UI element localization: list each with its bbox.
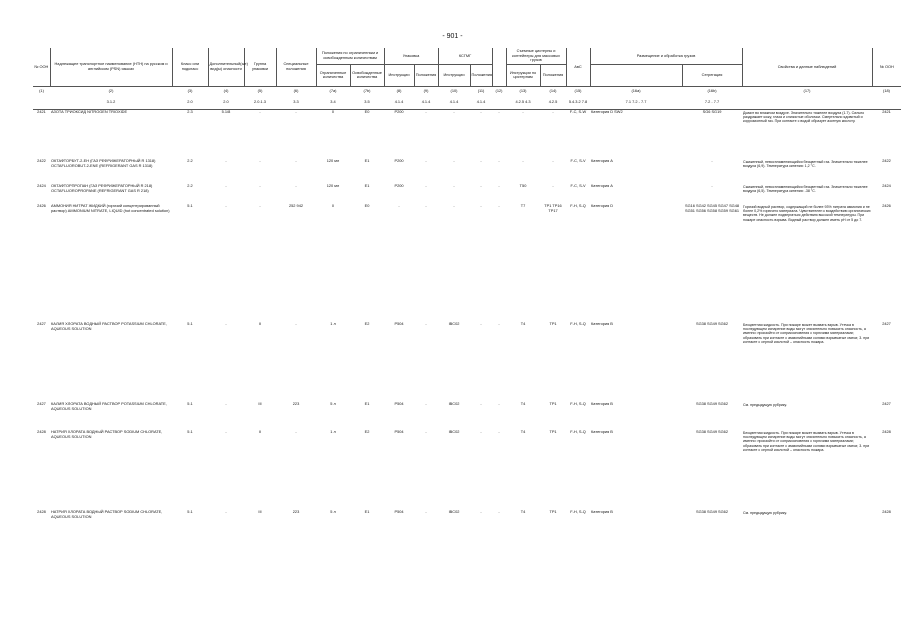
ref-cell: 4.1.4 <box>384 97 414 110</box>
cell-sub: - <box>225 158 227 163</box>
cell-cls: 2.2 <box>187 158 193 163</box>
cell-ip: - <box>480 108 482 114</box>
ref-cell: 3.5 <box>350 97 384 110</box>
cell-cls: 5.1 <box>187 203 193 208</box>
col-num: (15) <box>574 88 582 94</box>
col-num: (6) <box>293 88 299 94</box>
cell-name: НАТРИЯ ХЛОРАТА ВОДНЫЙ РАСТВОР SODIUM CHLORATE, AQUEOUS SOLUTION <box>51 509 163 519</box>
cell-un: 2426 <box>37 203 46 208</box>
cell-lq: 1 л <box>330 321 336 326</box>
col-num: (18) <box>883 88 890 94</box>
cell-ti: - <box>522 108 524 114</box>
cell-cls: 2.3 <box>187 108 193 114</box>
cell-x12: - <box>498 108 500 114</box>
cell-x12: - <box>498 401 500 406</box>
cell-un2: 2427 <box>882 321 891 326</box>
cell-pp: - <box>425 183 427 188</box>
cell-pp: - <box>425 158 427 163</box>
cell-x12: - <box>498 203 500 208</box>
cell-ip: - <box>480 183 482 188</box>
cell-ii: IBC02 <box>448 429 460 434</box>
cell-seg: - <box>711 183 713 188</box>
cell-tp: TP1 <box>549 429 557 434</box>
cell-un: 2428 <box>37 429 46 434</box>
cell-prop: Бесцветная жидкость. При пожаре может вызвать взрыв. Утечка в последующем испарение воды могут значительно повысить опасность, а именно: произойти от соприкосновения с горючими материалами; образовать при контакте с аммонийными солями взрывчатые смеси; 3. при контакте с серной кислотой – опасность пожара. <box>743 323 870 344</box>
cell-ems: F-H, S-Q <box>570 429 586 434</box>
cell-st: Категория A <box>591 158 613 163</box>
header-properties: Свойства и данные наблюдений <box>742 48 872 86</box>
cell-name: КАЛИЯ ХЛОРАТА ВОДНЫЙ РАСТВОР POTASSIUM CHLORATE, AQUEOUS SOLUTION <box>51 321 167 331</box>
header-un-end: № ООН <box>872 48 901 86</box>
ref-cell: 2.0.1.3 <box>244 97 276 110</box>
cell-un: 2422 <box>37 158 46 163</box>
header-limited-q: Ограниченные количества <box>316 64 350 86</box>
col-num: (5) <box>257 88 263 94</box>
col-num: (17) <box>803 88 811 94</box>
cell-sp: - <box>295 429 297 434</box>
header-un: № ООН <box>33 48 50 86</box>
cell-ti: T4 <box>520 509 526 514</box>
cell-x12: - <box>498 509 500 514</box>
cell-ti: T4 <box>520 429 526 434</box>
col-num: (2) <box>108 88 114 94</box>
cell-pg: - <box>259 108 261 114</box>
cell-sp: - <box>295 321 297 326</box>
cell-tp: - <box>552 158 554 163</box>
cell-prop: См. предыдущую рубрику. <box>743 511 787 515</box>
cell-ii: IBC02 <box>448 509 460 514</box>
cell-seg: SG38 SG49 SG62 <box>696 321 729 326</box>
ref-cell: 4.1.4 <box>470 97 492 110</box>
cell-un2: 2426 <box>882 203 891 208</box>
cell-sub: - <box>225 203 227 208</box>
cell-cls: 5.1 <box>187 401 193 406</box>
cell-pi: P200 <box>394 158 404 163</box>
cell-prop: Бесцветная жидкость. При пожаре может вызвать взрыв. Утечка в последующем испарение воды могут значительно повысить опасность, а именно: произойти от соприкосновения с горючими материалами; образовать при контакте с аммонийными солями взрывчатые смеси; 3. при контакте с серной кислотой – опасность пожара. <box>743 431 870 452</box>
cell-sub: - <box>225 183 227 188</box>
header-pk-instr: Инструкции <box>384 64 414 86</box>
cell-pi: P504 <box>394 429 404 434</box>
cell-ii: - <box>453 158 455 163</box>
cell-sp: - <box>295 108 297 114</box>
cell-ip: - <box>480 203 482 208</box>
cell-un: 2421 <box>37 108 46 114</box>
header-limited: Положения по ограниченным и освобожденным количествам <box>316 48 384 64</box>
header-packaging: Упаковка <box>384 48 438 64</box>
col-num: (7b) <box>363 88 371 94</box>
cell-eq: E2 <box>364 321 370 326</box>
cell-ems: F-C, S-V <box>570 183 586 188</box>
cell-prop: Дымит во влажном воздухе. Значительно тяжелее воздуха (1.7). Сильно раздражает кожу, глаза и слизистые оболочки. Смертельно ядовитый и коррозионный газ. При контакте с водой образует азотную кислоту. <box>743 110 865 123</box>
cell-seg: - <box>711 158 713 163</box>
table-row <box>33 430 901 510</box>
col-num: (8) <box>396 88 402 94</box>
col-num: (4) <box>223 88 229 94</box>
cell-ti: T4 <box>520 321 526 326</box>
cell-pg: - <box>259 158 261 163</box>
header-excepted-q: Освобожденные количества <box>350 64 384 86</box>
header-pk-prov: Положения <box>414 64 438 86</box>
cell-name: ОКТАФТОРБУТ-2-ЕН (ГАЗ РЕФРИЖЕРАТОРНЫЙ R 1318) OCTAFLUOROBUT-2-ENE (REFRIGERANT GAS R 1318) <box>51 158 156 168</box>
cell-lq: 0 <box>331 108 335 114</box>
cell-pp: - <box>425 321 427 326</box>
ref-cell <box>33 97 50 110</box>
table-row <box>33 204 901 322</box>
cell-pp: - <box>425 509 427 514</box>
cell-sub: - <box>225 321 227 326</box>
cell-seg: SG16 SG42 SG45 SG47 SG48 SG51 SG56 SG58 SG59 SG61 <box>684 203 740 213</box>
cell-st: Категория A <box>591 183 613 188</box>
cell-ip: - <box>480 509 482 514</box>
cell-st: Категория B <box>591 401 613 406</box>
header-stowage: Размещение и обработка грузов <box>590 48 742 64</box>
header-col12 <box>492 48 506 86</box>
cell-lq: 5 л <box>330 509 336 514</box>
table-row <box>33 322 901 402</box>
header-special-provisions: Специальные положения <box>276 48 316 86</box>
header-stowage-16a <box>590 64 682 86</box>
cell-pg: II <box>258 321 262 326</box>
cell-ems: F-H, S-Q <box>570 401 586 406</box>
cell-sp: - <box>295 158 297 163</box>
cell-prop: Сжиженный, невоспламеняющийся бесцветный газ. Значительно тяжелее воздуха (6,9). Температура кипения: 1,2 °C. <box>743 160 868 169</box>
cell-sub: - <box>225 429 227 434</box>
cell-tp: - <box>552 108 554 114</box>
col-num: (7a) <box>329 88 337 94</box>
col-num: (10) <box>450 88 458 94</box>
dangerous-goods-list-table <box>33 48 901 538</box>
page-number: - 901 - <box>442 33 463 40</box>
cell-pp: - <box>425 108 427 114</box>
ref-cell: 3.4 <box>316 97 350 110</box>
cell-st: Категория D SW2 <box>591 108 623 114</box>
table-row <box>33 184 901 204</box>
cell-name: АЗОТА ТРИОКСИД NITROGEN TRIOXIDE <box>51 108 128 114</box>
cell-ems: F-H, S-Q <box>570 509 586 514</box>
cell-lq: 0 <box>331 203 335 208</box>
cell-un: 2428 <box>37 509 46 514</box>
cell-lq: 1 л <box>330 429 336 434</box>
cell-cls: 5.1 <box>187 509 193 514</box>
cell-ti: T50 <box>519 183 527 188</box>
cell-x12: - <box>498 183 500 188</box>
cell-pg: II <box>258 429 262 434</box>
col-num: (3) <box>187 88 193 94</box>
cell-ii: - <box>453 108 455 114</box>
cell-tp: TP1 <box>549 401 557 406</box>
cell-pg: III <box>258 401 262 406</box>
cell-ip: - <box>480 321 482 326</box>
ref-cell: 3.3 <box>276 97 316 110</box>
cell-un2: 2424 <box>882 183 891 188</box>
cell-cls: 5.1 <box>187 321 193 326</box>
cell-ip: - <box>480 401 482 406</box>
header-name: Надлежащее транспортное наименование (НТН) на русском и английском (PSN) языках <box>50 48 172 86</box>
ref-cell <box>742 97 872 110</box>
cell-ti: T4 <box>520 401 526 406</box>
col-num: (11) <box>477 88 485 94</box>
cell-st: Категория D <box>591 203 614 208</box>
cell-un2: 2421 <box>882 108 891 114</box>
cell-seg: SG38 SG49 SG62 <box>696 401 729 406</box>
ref-cell: 3.1.2 <box>50 97 172 110</box>
cell-ii: - <box>453 183 455 188</box>
ref-cell: 7.2 - 7.7 <box>682 97 742 110</box>
cell-sp: - <box>295 183 297 188</box>
col-num: (9) <box>423 88 429 94</box>
header-tank-prov: Положения <box>540 64 566 86</box>
ref-cell: 5.4.3.2 7.8 <box>566 97 590 110</box>
col-num: (14) <box>549 88 557 94</box>
cell-pi: P504 <box>394 401 404 406</box>
ref-cell <box>872 97 901 110</box>
cell-st: Категория B <box>591 321 613 326</box>
cell-ems: F-H, S-Q <box>570 203 586 208</box>
cell-tp: TP1 TP16 TP17 <box>544 203 562 213</box>
col-num: (1) <box>39 88 44 94</box>
cell-pp: - <box>425 429 427 434</box>
cell-name: КАЛИЯ ХЛОРАТА ВОДНЫЙ РАСТВОР POTASSIUM CHLORATE, AQUEOUS SOLUTION <box>51 401 167 411</box>
cell-seg: SG38 SG49 SG62 <box>696 509 729 514</box>
header-ibc-instr: Инструкции <box>438 64 470 86</box>
ref-cell: 4.1.4 <box>414 97 438 110</box>
ref-cell: 2.0 <box>172 97 208 110</box>
header-subsidiary: Дополнительный(ые) вид(ы) опасности <box>208 48 244 86</box>
header-tank-instr: Инструкции по цистернам <box>506 64 540 86</box>
cell-sp: 223 <box>292 509 300 514</box>
cell-ip: - <box>480 429 482 434</box>
cell-pg: III <box>258 509 262 514</box>
cell-pi: - <box>398 203 400 208</box>
cell-pg: - <box>259 203 261 208</box>
cell-seg: SG6 SG19 <box>702 108 722 114</box>
cell-ti: T7 <box>520 203 526 208</box>
cell-ems: F-H, S-Q <box>570 321 586 326</box>
ref-cell: 2.0 <box>208 97 244 110</box>
cell-pp: - <box>425 401 427 406</box>
cell-un2: 2428 <box>882 429 891 434</box>
cell-cls: 5.1 <box>187 429 193 434</box>
ref-cell: 4.2.5 <box>540 97 566 110</box>
cell-pi: P200 <box>394 183 404 188</box>
table-row <box>33 402 901 430</box>
cell-ems: F-C, S-V <box>570 158 586 163</box>
cell-eq: E1 <box>364 158 370 163</box>
cell-lq: 5 л <box>330 401 336 406</box>
table-row <box>33 159 901 184</box>
cell-prop: Сжиженный, невоспламеняющийся бесцветный газ. Значительно тяжелее воздуха (6,5). Температура кипения: -38 °C. <box>743 185 868 194</box>
cell-un: 2424 <box>37 183 46 188</box>
cell-eq: E2 <box>364 429 370 434</box>
cell-un2: 2427 <box>882 401 891 406</box>
header-class: Класс или подкласс <box>172 48 208 86</box>
cell-prop: См. предыдущую рубрику. <box>743 403 787 407</box>
col-num: (12) <box>495 88 503 94</box>
cell-ems: F-C, S-W <box>569 108 587 114</box>
cell-tp: TP1 <box>549 321 557 326</box>
cell-un2: 2422 <box>882 158 891 163</box>
table-row <box>33 109 901 159</box>
cell-tp: - <box>552 183 554 188</box>
cell-pi: P504 <box>394 509 404 514</box>
cell-un: 2427 <box>37 401 46 406</box>
cell-eq: E1 <box>364 183 370 188</box>
cell-name: ОКТАФТОРПРОПАН (ГАЗ РЕФРИЖЕРАТОРНЫЙ R 218) OCTAFLUOROPROPANE (REFRIGERANT GAS R 218) <box>51 183 153 193</box>
cell-x12: - <box>498 429 500 434</box>
cell-tp: TP1 <box>549 509 557 514</box>
ref-cell <box>492 97 506 110</box>
cell-sub: - <box>225 509 227 514</box>
cell-sp: 252 942 <box>288 203 304 208</box>
ref-cell: 4.1.4 <box>438 97 470 110</box>
cell-prop: Горячий водный раствор, содержащий не более 93% нитрата аммония и не более 0,2% горючего материала. Чувствителен к воздействию органических веществ. Не должен подвергаться действию высокой температуры. При пожаре опасность взрыва. Водный раствор должен иметь pH от 5 до 7. <box>743 205 871 222</box>
header-segregation: Сегрегация <box>682 64 742 86</box>
cell-ip: - <box>480 158 482 163</box>
cell-pi: P504 <box>394 321 404 326</box>
cell-ii: - <box>453 203 455 208</box>
cell-eq: E1 <box>364 401 370 406</box>
cell-x12: - <box>498 158 500 163</box>
cell-pg: - <box>259 183 261 188</box>
cell-eq: E1 <box>364 509 370 514</box>
cell-pi: P200 <box>394 108 404 114</box>
cell-lq: 120 мл <box>326 158 340 163</box>
cell-sp: 223 <box>292 401 300 406</box>
cell-eq: E0 <box>364 203 370 208</box>
cell-st: Категория B <box>591 509 613 514</box>
cell-pp: - <box>425 203 427 208</box>
cell-ii: IBC02 <box>448 401 460 406</box>
cell-sub: - <box>225 401 227 406</box>
cell-st: Категория B <box>591 429 613 434</box>
cell-cls: 2.2 <box>187 183 193 188</box>
table-body <box>33 109 901 538</box>
header-packing-group: Группа упаковки <box>244 48 276 86</box>
ref-cell: 4.2.5 4.3 <box>506 97 540 110</box>
cell-lq: 120 мл <box>326 183 340 188</box>
ref-cell: 7.1 7.2 - 7.7 <box>590 97 682 110</box>
col-num: (16a) <box>631 88 641 94</box>
col-num: (13) <box>519 88 527 94</box>
header-ibc-prov: Положения <box>470 64 492 86</box>
cell-name: НАТРИЯ ХЛОРАТА ВОДНЫЙ РАСТВОР SODIUM CHLORATE, AQUEOUS SOLUTION <box>51 429 163 439</box>
cell-un: 2427 <box>37 321 46 326</box>
cell-ti: - <box>522 158 524 163</box>
header-tanks: Съемные цистерны и контейнеры для массовых грузов <box>506 48 566 64</box>
col-num: (16b) <box>707 88 717 94</box>
cell-name: АММОНИЯ НИТРАТ ЖИДКИЙ (горячий концентрированный раствор) AMMONIUM NITRATE, LIQUID (hot concentrated solution) <box>51 203 170 213</box>
header-ibc: КСГМГ <box>438 48 492 64</box>
cell-seg: SG38 SG49 SG62 <box>696 429 729 434</box>
cell-eq: E0 <box>364 108 370 114</box>
cell-x12: - <box>498 321 500 326</box>
header-ems: АвС <box>566 48 590 86</box>
table-row <box>33 510 901 538</box>
cell-un2: 2428 <box>882 509 891 514</box>
cell-sub: 5.1/8 <box>221 108 231 114</box>
cell-ii: IBC02 <box>448 321 460 326</box>
